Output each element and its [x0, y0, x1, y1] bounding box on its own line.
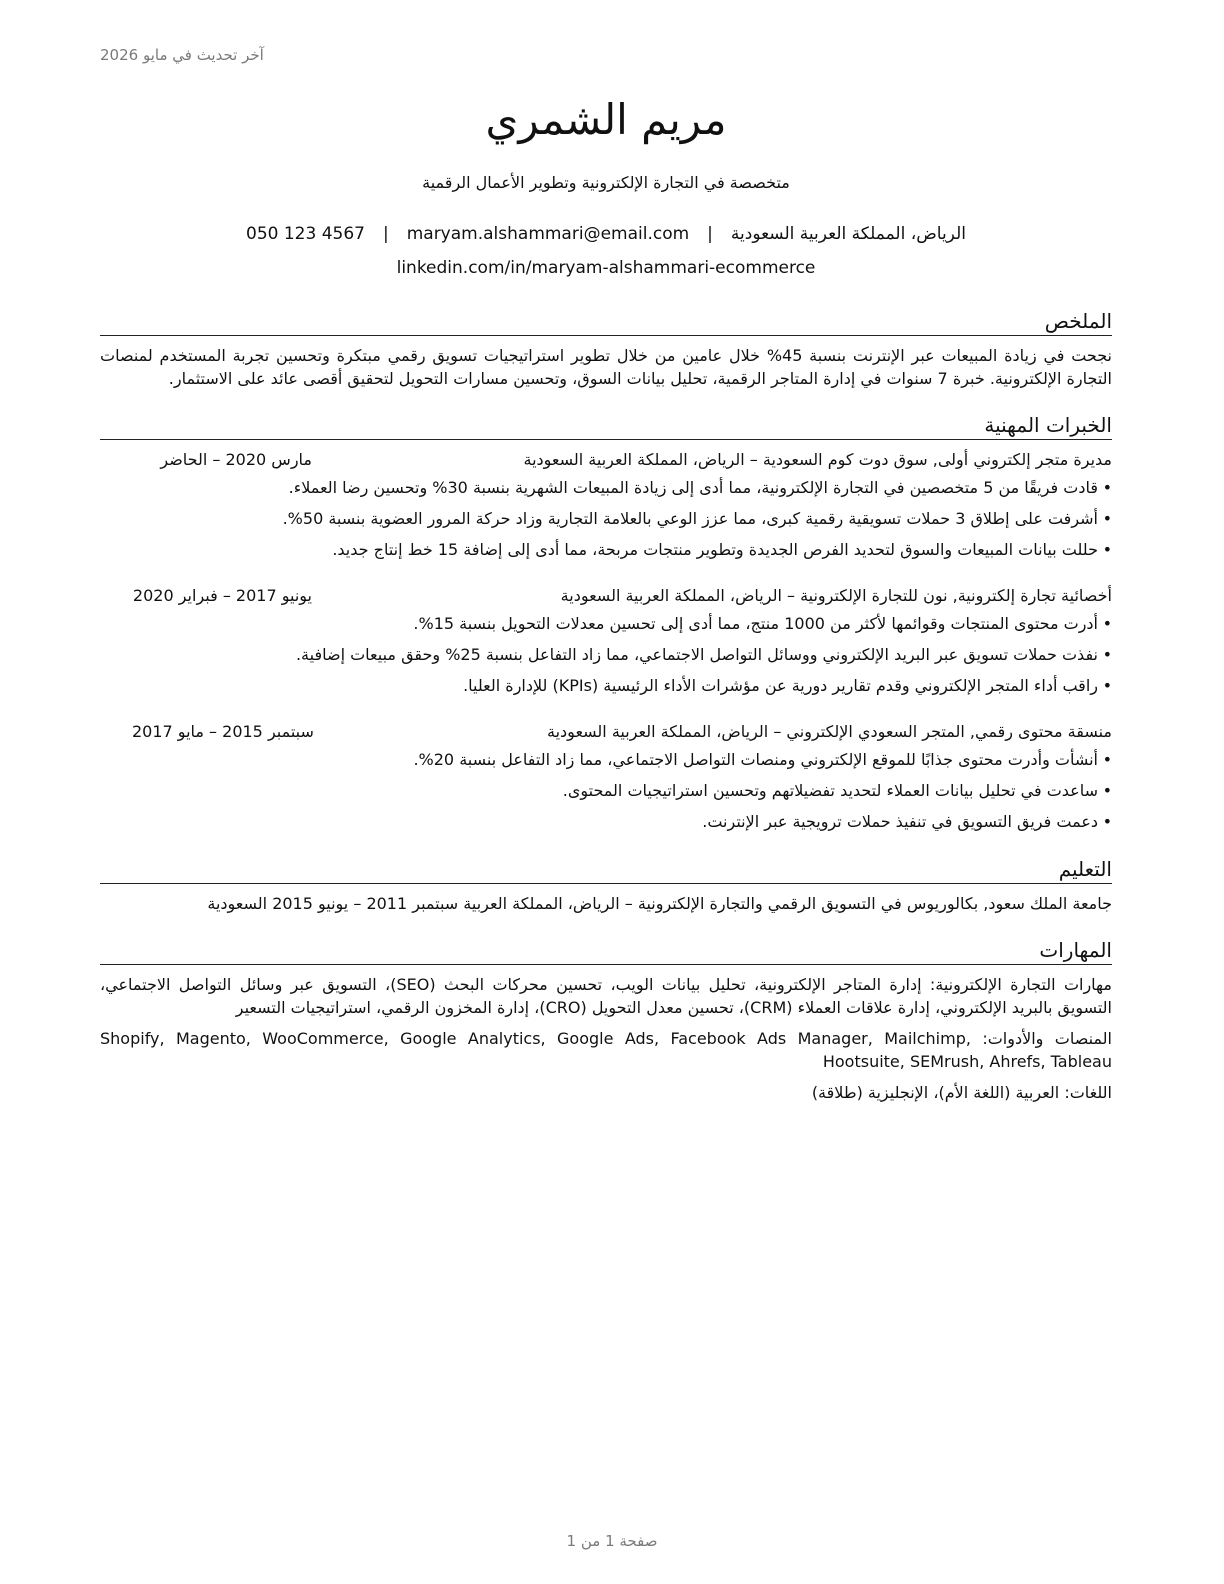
contact-location: الرياض، المملكة العربية السعودية: [730, 224, 966, 244]
education-entry: جامعة الملك سعود, بكالوريوس في التسويق الرقمي والتجارة الإلكترونية – الرياض، المملكة العربية سبتمبر 2011 – يونيو 2015 السعودية: [207, 894, 1112, 913]
job-role: منسقة محتوى رقمي, المتجر السعودي الإلكتروني – الرياض، المملكة العربية السعودية: [547, 722, 1112, 741]
bullet-marker: •: [1102, 614, 1112, 633]
job-entry: [100, 720, 1112, 834]
job-dates: يونيو 2017 – فبراير 2020: [132, 586, 312, 605]
candidate-tagline: متخصصة في التجارة الإلكترونية وتطوير الأعمال الرقمية: [422, 173, 790, 192]
skills-tools: المنصات والأدوات: Shopify, Magento, WooCommerce, Google Analytics, Google Ads, Facebook Ads Manager, Mailchimp, Hootsuite, SEMrush, Ahrefs, Tableau: [100, 1029, 1112, 1071]
last-updated-note: آخر تحديث في مايو 2026: [100, 46, 264, 64]
contact-linkedin[interactable]: linkedin.com/in/maryam-alshammari-ecommerce: [396, 258, 816, 278]
contact-phone: 050 123 4567: [246, 224, 365, 244]
skills-languages: اللغات: العربية (اللغة الأم)، الإنجليزية (طلاقة): [811, 1083, 1112, 1102]
job-bullet: [100, 476, 1112, 500]
resume-page: [100, 90, 1112, 1112]
bullet-marker: •: [1102, 645, 1112, 664]
job-bullet: [100, 748, 1112, 772]
bullet-marker: •: [1102, 540, 1112, 559]
job-bullets: [100, 476, 1112, 562]
job-entry: [100, 584, 1112, 698]
bullet-marker: •: [1102, 478, 1112, 497]
bullet-text: دعمت فريق التسويق في تنفيذ حملات ترويجية عبر الإنترنت.: [702, 812, 1098, 831]
job-header: [100, 584, 1112, 608]
job-bullet: [100, 779, 1112, 803]
bullet-text: ساعدت في تحليل بيانات العملاء لتحديد تفضيلاتهم وتحسين استراتيجيات المحتوى.: [562, 781, 1098, 800]
bullet-text: راقب أداء المتجر الإلكتروني وقدم تقارير دورية عن مؤشرات الأداء الرئيسية (KPIs) للإدارة العليا.: [463, 676, 1098, 695]
job-bullet: [100, 507, 1112, 531]
summary-text: نجحت في زيادة المبيعات عبر الإنترنت بنسبة 45% خلال عامين من خلال تطوير استراتيجيات تسويق رقمي مبتكرة وتحسين تجربة المستخدم لمنصات التجارة الإلكترونية. خبرة 7 سنوات في إدارة المتاجر الرقمية، تحليل بيانات السوق، وتحسين مسارات التحويل لتحقيق أقصى عائد على الاستثمار.: [100, 346, 1113, 388]
job-header: [100, 720, 1112, 744]
contact-separator: |: [382, 224, 389, 244]
bullet-marker: •: [1102, 509, 1112, 528]
page-number: صفحة 1 من 1: [566, 1532, 658, 1550]
job-bullets: [100, 748, 1112, 834]
contact-separator: |: [707, 224, 713, 244]
job-entry: [100, 448, 1112, 562]
bullet-marker: •: [1102, 750, 1112, 769]
job-role: أخصائية تجارة إلكترونية, نون للتجارة الإلكترونية – الرياض، المملكة العربية السعودية: [560, 586, 1112, 605]
job-header: [100, 448, 1112, 472]
job-dates: مارس 2020 – الحاضر: [160, 450, 312, 469]
job-bullet: [100, 674, 1112, 698]
education-heading: التعليم: [100, 856, 1112, 884]
job-bullets: [100, 612, 1112, 698]
experience-heading: الخبرات المهنية: [100, 412, 1112, 440]
contact-line: [100, 222, 1112, 246]
job-bullet: [100, 612, 1112, 636]
job-dates: سبتمبر 2015 – مايو 2017: [132, 722, 314, 741]
candidate-name: مريم الشمري: [485, 95, 727, 144]
bullet-text: حللت بيانات المبيعات والسوق لتحديد الفرص الجديدة وتطوير منتجات مربحة، مما أدى إلى إضافة 15 خط إنتاج جديد.: [332, 540, 1098, 559]
bullet-marker: •: [1102, 812, 1112, 831]
job-bullet: [100, 643, 1112, 667]
summary-heading: الملخص: [100, 308, 1112, 336]
skills-heading: المهارات: [100, 937, 1112, 965]
bullet-text: أشرفت على إطلاق 3 حملات تسويقية رقمية كبرى، مما عزز الوعي بالعلامة التجارية وزاد حركة المرور العضوية بنسبة 50%.: [282, 509, 1098, 528]
contact-email[interactable]: maryam.alshammari@email.com: [406, 224, 690, 244]
job-bullet: [100, 538, 1112, 562]
bullet-marker: •: [1102, 676, 1112, 695]
job-role: مديرة متجر إلكتروني أولى, سوق دوت كوم السعودية – الرياض، المملكة العربية السعودية: [523, 450, 1112, 469]
bullet-text: قادت فريقًا من 5 متخصصين في التجارة الإلكترونية، مما أدى إلى زيادة المبيعات الشهرية بنسبة 30% وتحسين رضا العملاء.: [288, 478, 1098, 497]
bullet-marker: •: [1102, 781, 1112, 800]
skills-ecommerce: مهارات التجارة الإلكترونية: إدارة المتاجر الإلكترونية، تحليل بيانات الويب، تحسين محركات البحث (SEO)، التسويق عبر وسائل التواصل الاجتماعي، التسويق بالبريد الإلكتروني، إدارة علاقات العملاء (CRM)، تحسين معدل التحويل (CRO)، إدارة المخزون الرقمي، استراتيجيات التسعير: [100, 975, 1113, 1017]
job-bullet: [100, 810, 1112, 834]
bullet-text: نفذت حملات تسويق عبر البريد الإلكتروني ووسائل التواصل الاجتماعي، مما زاد التفاعل بنسبة 25% وحقق مبيعات إضافية.: [295, 645, 1098, 664]
bullet-text: أنشأت وأدرت محتوى جذابًا للموقع الإلكتروني ومنصات التواصل الاجتماعي، مما زاد التفاعل بنسبة 20%.: [413, 750, 1098, 769]
bullet-text: أدرت محتوى المنتجات وقوائمها لأكثر من 1000 منتج، مما أدى إلى تحسين معدلات التحويل بنسبة 15%.: [413, 614, 1098, 633]
